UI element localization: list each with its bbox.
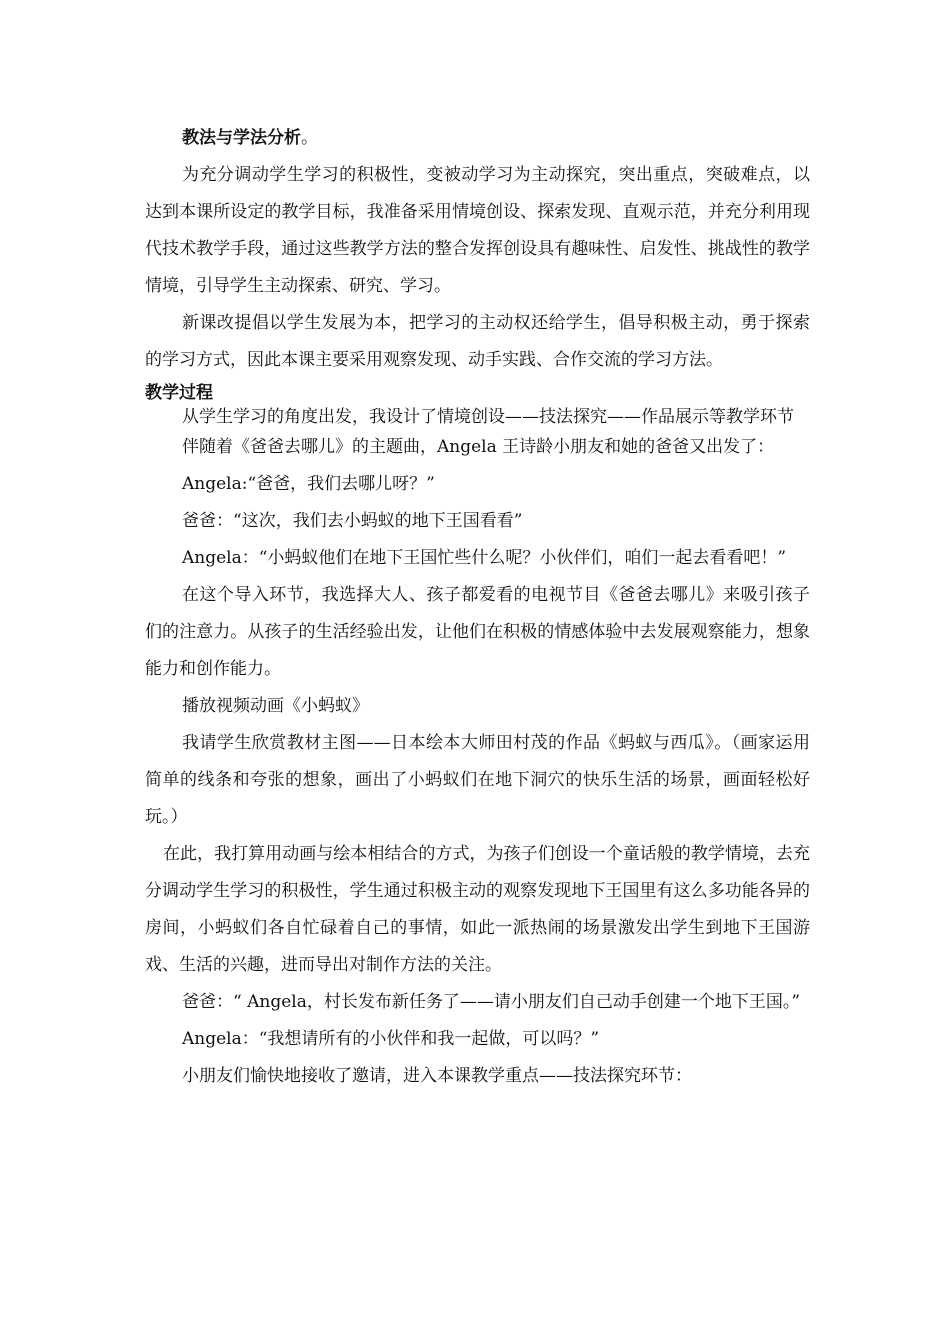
paragraph-methods: 为充分调动学生学习的积极性，变被动学习为主动探究，突出重点，突破难点，以达到本课所设定的教学目标，我准备采用情境创设、探索发现、直观示范，并充分利用现代技术教学手段，通过这些教学方法的整合发挥创设具有趣味性、启发性、挑战性的教学情境，引导学生主动探索、研究、学习。 bbox=[145, 165, 810, 296]
dialogue-angela-1: Angela:“爸爸，我们去哪儿呀？” bbox=[182, 474, 435, 494]
paragraph-theme-song: 伴随着《爸爸去哪儿》的主题曲，Angela 王诗龄小朋友和她的爸爸又出发了： bbox=[182, 437, 775, 457]
dialogue-angela-3: Angela：“我想请所有的小伙伴和我一起做，可以吗？” bbox=[182, 1029, 600, 1049]
paragraph-scenario-design: 在此，我打算用动画与绘本相结合的方式，为孩子们创设一个童话般的教学情境，去充分调动学生学习的积极性，学生通过积极主动的观察发现地下王国里有这么多功能各异的房间，小蚂蚁们各自忙碌着自己的事情，如此一派热闹的场景激发出学生到地下王国游戏、生活的兴趣，进而导出对制作方法的关注。 bbox=[145, 844, 810, 975]
section-heading-bold: 教法与学法分析 bbox=[182, 128, 301, 148]
document-body bbox=[145, 120, 810, 1095]
paragraph-learning-methods: 新课改提倡以学生发展为本，把学习的主动权还给学生，倡导积极主动，勇于探索的学习方式，因此本课主要采用观察发现、动手实践、合作交流的学习方法。 bbox=[145, 313, 810, 370]
heading-teaching-process: 教学过程 bbox=[145, 383, 213, 403]
dialogue-angela-2: Angela：“小蚂蚁他们在地下王国忙些什么呢？小伙伴们，咱们一起去看看吧！” bbox=[182, 548, 787, 568]
paragraph-appreciate-artwork: 我请学生欣赏教材主图——日本绘本大师田村茂的作品《蚂蚁与西瓜》。（画家运用简单的线条和夸张的想象，画出了小蚂蚁们在地下洞穴的快乐生活的场景，画面轻松好玩。） bbox=[145, 733, 810, 827]
paragraph-accept-invitation: 小朋友们愉快地接收了邀请，进入本课教学重点——技法探究环节： bbox=[182, 1066, 692, 1086]
section-heading bbox=[145, 120, 810, 157]
paragraph-intro-analysis: 在这个导入环节，我选择大人、孩子都爱看的电视节目《爸爸去哪儿》来吸引孩子们的注意力。从孩子的生活经验出发，让他们在积极的情感体验中去发展观察能力，想象能力和创作能力。 bbox=[145, 585, 810, 679]
paragraph-process-intro: 从学生学习的角度出发，我设计了情境创设——技法探究——作品展示等教学环节 bbox=[182, 407, 794, 427]
paragraph-play-video: 播放视频动画《小蚂蚁》 bbox=[182, 696, 369, 716]
section-heading-trailing: 。 bbox=[301, 128, 318, 148]
dialogue-dad-1: 爸爸：“这次，我们去小蚂蚁的地下王国看看” bbox=[182, 511, 523, 531]
dialogue-dad-2: 爸爸：“ Angela，村长发布新任务了——请小朋友们自己动手创建一个地下王国。” bbox=[182, 992, 801, 1012]
